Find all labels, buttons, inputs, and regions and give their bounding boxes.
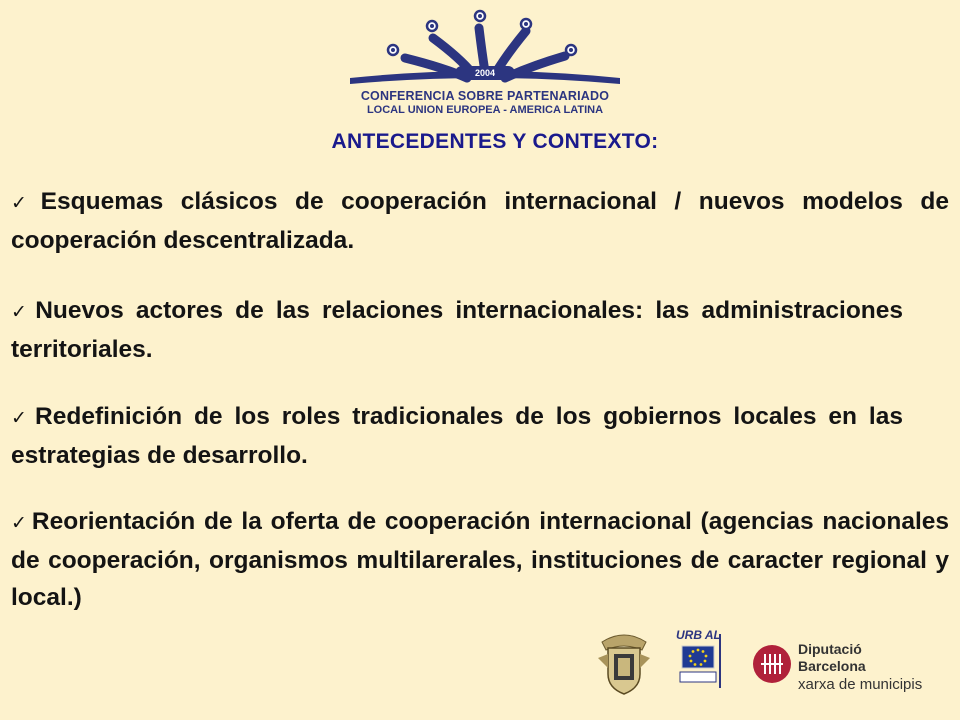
urbal-label: URB AL — [676, 628, 721, 642]
diputacio-barcelona-logo — [752, 638, 932, 698]
logo-title-line1: CONFERENCIA SOBRE PARTENARIADO — [360, 89, 610, 103]
bullet-text: Reorientación de la oferta de cooperación internacional (agencias nacionales de cooperación, organismos multilarerales, instituciones de caracter regional y local.) — [11, 508, 950, 611]
check-icon: ✓ — [11, 407, 33, 429]
bullet-item — [11, 183, 949, 259]
bullet-text: Nuevos actores de las relaciones internacionales: las administraciones territoriales. — [11, 297, 903, 363]
check-icon: ✓ — [11, 192, 38, 214]
diputacio-emblem-icon — [752, 644, 792, 684]
logo-title-line2: LOCAL UNION EUROPEA - AMERICA LATINA — [366, 104, 604, 116]
check-icon: ✓ — [11, 301, 33, 323]
diputacio-line3: xarxa de municipis — [798, 676, 923, 693]
bullet-item — [11, 398, 903, 474]
slide-title: ANTECEDENTES Y CONTEXTO: — [331, 130, 659, 153]
diputacio-line1: Diputació — [798, 641, 862, 657]
bullet-text: Redefinición de los roles tradicionales de los gobiernos locales en las estrategias de desarrollo. — [11, 403, 903, 469]
urbal-logo — [672, 628, 738, 694]
bullet-text: Esquemas clásicos de cooperación internacional / nuevos modelos de cooperación descentralizada. — [11, 188, 949, 254]
bullet-item — [11, 503, 949, 616]
conference-logo — [345, 8, 625, 128]
coat-of-arms-logo — [596, 628, 652, 696]
bullet-item — [11, 292, 903, 368]
diputacio-line2: Barcelona — [798, 658, 866, 674]
check-icon: ✓ — [11, 512, 29, 534]
logo-year: 2004 — [474, 68, 496, 78]
